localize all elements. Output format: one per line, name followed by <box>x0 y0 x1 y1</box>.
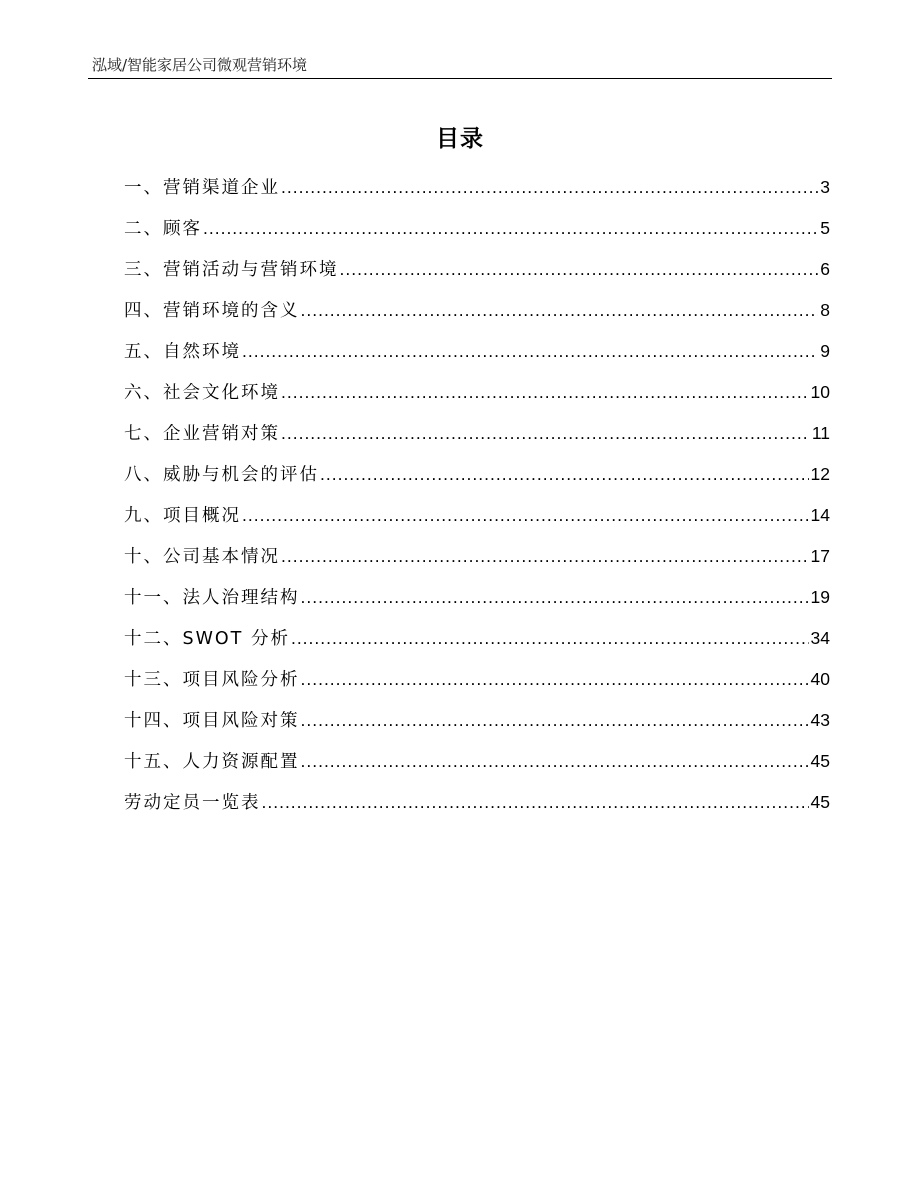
toc-entry-title: 营销活动与营销环境 <box>163 260 339 280</box>
toc-entry-title: 项目风险对策 <box>182 711 300 731</box>
toc-entry-title: 企业营销对策 <box>163 424 280 444</box>
toc-entry[interactable] <box>124 583 830 624</box>
toc-entry-number: 一、 <box>124 178 163 198</box>
toc-entry[interactable] <box>124 337 830 378</box>
toc-dot-leader <box>301 706 809 735</box>
toc-entry[interactable] <box>124 747 830 788</box>
toc-entry-number: 八、 <box>124 465 163 485</box>
toc-entry-page: 8 <box>820 300 830 320</box>
toc-entry-page: 43 <box>810 710 830 730</box>
toc-entry[interactable] <box>124 255 830 296</box>
toc-entry-title: 项目风险分析 <box>182 670 300 690</box>
header-rule <box>88 78 832 79</box>
toc-entry-page: 19 <box>810 587 830 607</box>
toc-dot-leader <box>281 419 810 448</box>
toc-dot-leader <box>203 214 818 243</box>
toc-dot-leader <box>291 624 809 653</box>
toc-dot-leader <box>301 583 809 612</box>
toc-entry[interactable] <box>124 542 830 583</box>
toc-entry-page: 14 <box>810 505 830 525</box>
toc-entry-number: 六、 <box>124 383 163 403</box>
toc-entry-title: 自然环境 <box>163 342 241 362</box>
toc-entry-number: 二、 <box>124 219 163 239</box>
toc-entry[interactable] <box>124 460 830 501</box>
toc-entry-number: 四、 <box>124 301 163 321</box>
toc-dot-leader <box>242 337 818 366</box>
toc-entry-page: 45 <box>810 792 830 812</box>
table-of-contents <box>124 173 830 829</box>
toc-entry-number: 十二、 <box>124 629 183 649</box>
toc-dot-leader <box>320 460 809 489</box>
toc-entry-page: 9 <box>820 341 830 361</box>
toc-dot-leader <box>262 788 809 817</box>
toc-entry-number: 五、 <box>124 342 163 362</box>
toc-dot-leader <box>242 501 809 530</box>
toc-entry-number: 十、 <box>124 547 163 567</box>
toc-entry-number: 九、 <box>124 506 163 526</box>
toc-entry[interactable] <box>124 296 830 337</box>
toc-entry-title: 营销环境的含义 <box>163 301 300 321</box>
toc-entry-title: SWOT 分析 <box>182 629 290 649</box>
toc-dot-leader <box>281 378 809 407</box>
toc-entry[interactable] <box>124 419 830 460</box>
toc-entry-page: 45 <box>810 751 830 771</box>
toc-entry-title: 威胁与机会的评估 <box>163 465 319 485</box>
toc-entry-title: 社会文化环境 <box>163 383 280 403</box>
toc-entry-title: 项目概况 <box>163 506 241 526</box>
toc-entry[interactable] <box>124 501 830 542</box>
toc-entry-page: 11 <box>811 423 830 443</box>
toc-entry-title: 营销渠道企业 <box>163 178 280 198</box>
toc-entry-number: 十一、 <box>124 588 183 608</box>
toc-entry-page: 6 <box>820 259 830 279</box>
toc-entry-page: 17 <box>810 546 830 566</box>
toc-entry-number: 十三、 <box>124 670 183 690</box>
toc-entry-title: 公司基本情况 <box>163 547 280 567</box>
toc-entry-title: 顾客 <box>163 219 202 239</box>
toc-entry[interactable] <box>124 624 830 665</box>
toc-entry-number: 三、 <box>124 260 163 280</box>
toc-dot-leader <box>301 296 819 325</box>
toc-entry-page: 34 <box>810 628 830 648</box>
toc-dot-leader <box>340 255 819 284</box>
toc-entry-title: 劳动定员一览表 <box>124 793 261 813</box>
toc-entry-title: 法人治理结构 <box>182 588 300 608</box>
toc-entry-number: 七、 <box>124 424 163 444</box>
toc-entry-page: 5 <box>820 218 830 238</box>
toc-dot-leader <box>301 665 809 694</box>
toc-entry[interactable] <box>124 665 830 706</box>
toc-entry-page: 40 <box>810 669 830 689</box>
toc-entry[interactable] <box>124 173 830 214</box>
toc-entry-page: 12 <box>810 464 830 484</box>
toc-entry-number: 十四、 <box>124 711 183 731</box>
toc-entry[interactable] <box>124 214 830 255</box>
toc-entry[interactable] <box>124 788 830 829</box>
toc-entry[interactable] <box>124 706 830 747</box>
running-header: 泓域/智能家居公司微观营销环境 <box>92 56 308 74</box>
toc-dot-leader <box>281 173 818 202</box>
toc-title: 目录 <box>436 126 484 152</box>
toc-dot-leader <box>301 747 809 776</box>
toc-entry[interactable] <box>124 378 830 419</box>
toc-entry-number: 十五、 <box>124 752 183 772</box>
toc-dot-leader <box>281 542 809 571</box>
toc-entry-title: 人力资源配置 <box>182 752 300 772</box>
toc-entry-page: 3 <box>820 177 830 197</box>
toc-entry-page: 10 <box>810 382 830 402</box>
